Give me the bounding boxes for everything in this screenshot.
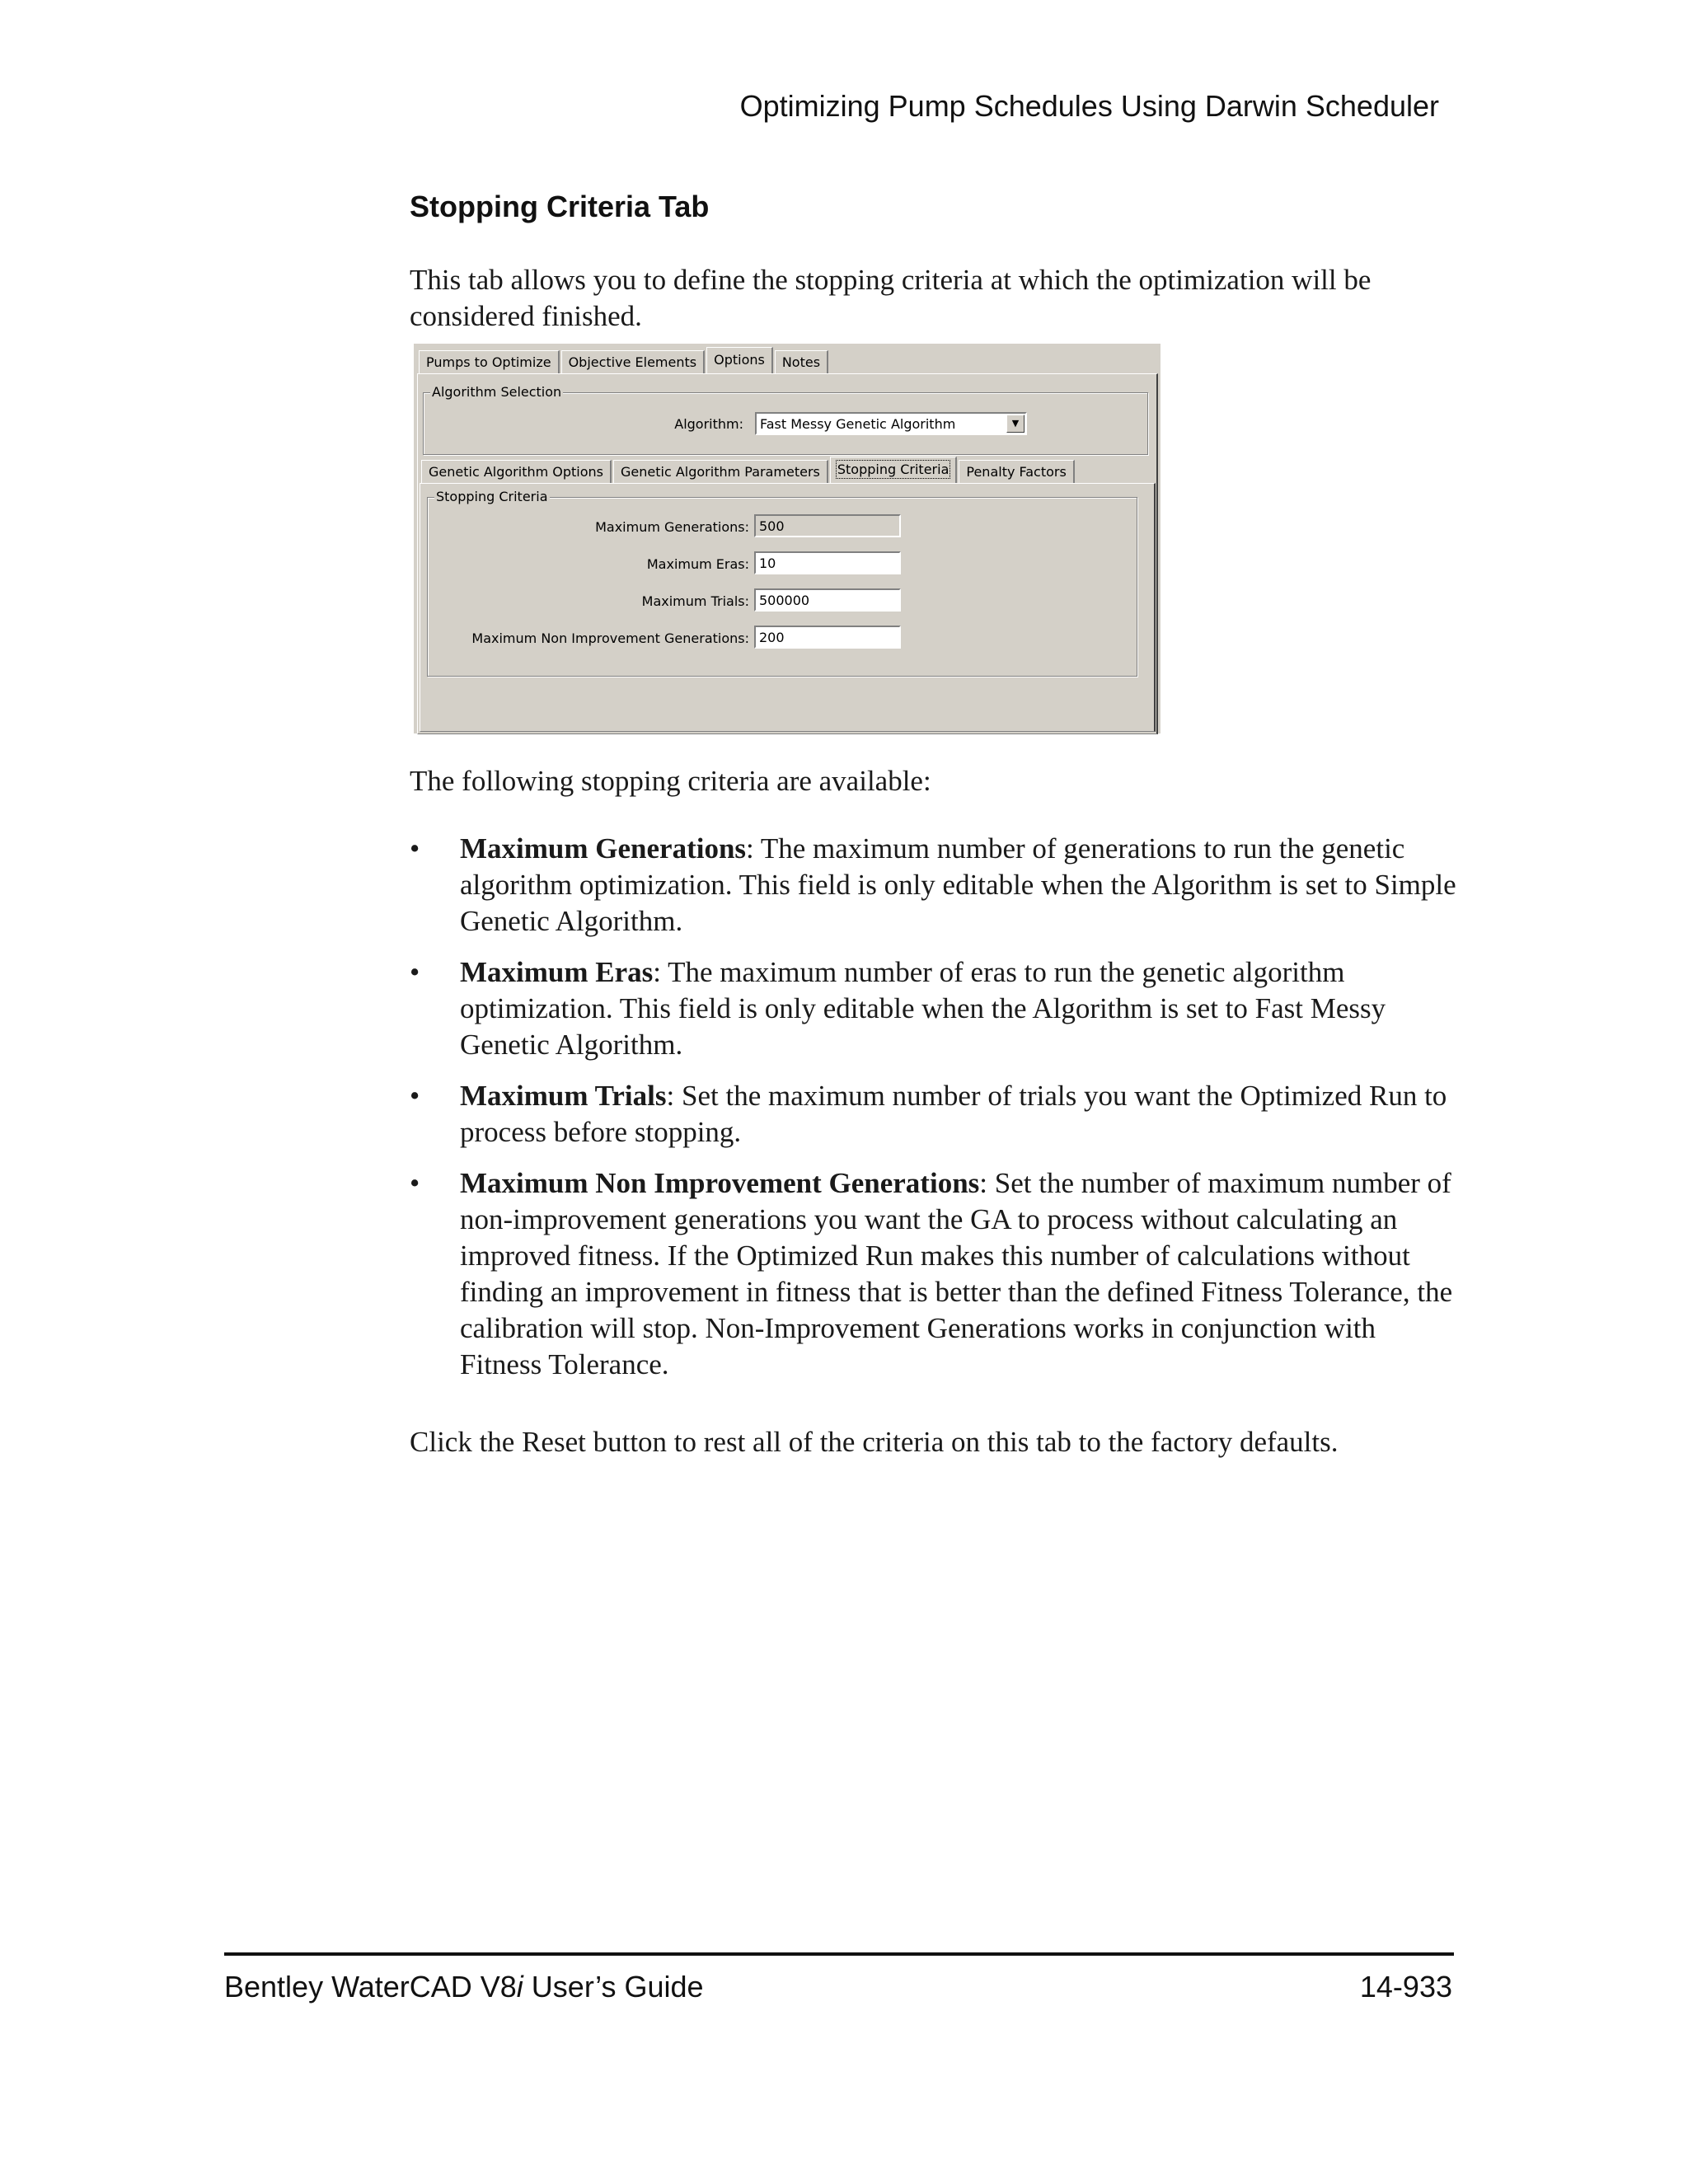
criteria-list [410,831,1456,1398]
term: Maximum Trials [460,1080,667,1112]
algorithm-label: Algorithm: [674,416,743,432]
list-item [410,954,1456,1063]
algorithm-selection-group [423,384,1148,455]
reset-paragraph: Click the Reset button to rest all of the criteria on this tab to the factory defaults. [410,1426,1339,1458]
list-item [410,1078,1456,1151]
tab-label: Options [714,352,765,368]
sub-tab-strip [421,457,1076,484]
algorithm-group-label: Algorithm Selection [432,384,562,400]
footer-title-prefix: Bentley WaterCAD V8 [224,1970,517,2004]
field-value: 200 [759,630,785,645]
intro-paragraph: This tab allows you to define the stopping criteria at which the optimization will be considered finished. [410,264,1372,332]
max-trials-field[interactable] [754,588,901,612]
list-item [410,1165,1456,1383]
stopping-criteria-group [427,489,1137,677]
footer-title-italic: i [516,1970,523,2004]
tab-options[interactable] [706,347,773,374]
tab-label: Stopping Criteria [837,462,950,477]
tab-label: Penalty Factors [966,464,1067,480]
bullet-icon: • [410,1080,420,1112]
tab-label: Genetic Algorithm Parameters [621,464,820,480]
term: Maximum Eras [460,956,654,988]
footer-rule [224,1952,1454,1956]
available-criteria-text: The following stopping criteria are available: [410,765,931,797]
chevron-down-icon[interactable]: ▼ [1006,415,1025,433]
tab-genetic-algorithm-options[interactable] [421,460,612,484]
running-head: Optimizing Pump Schedules Using Darwin Scheduler [739,89,1439,123]
max-eras-label: Maximum Eras: [646,556,749,572]
tab-label: Pumps to Optimize [426,354,551,370]
tab-objective-elements[interactable] [561,350,706,374]
tab-label: Notes [781,354,821,370]
field-value: 10 [759,555,776,571]
tab-label: Objective Elements [568,354,697,370]
top-tab-strip [419,347,830,374]
footer-title-suffix: User’s Guide [523,1970,704,2004]
description: : Set the number of maximum number of non-improvement generations you want the GA to process without calculating an improved fitness. If the Optimized Run makes this number of calculations without finding an improvement in fitness that is better than the defined Fitness Tolerance, the calibration will stop. Non-Improvement Generations works in conjunction with Fitness Tolerance. [460,1167,1453,1380]
stopping-group-label: Stopping Criteria [436,489,548,504]
list-item [410,831,1456,940]
algorithm-value: Fast Messy Genetic Algorithm [760,416,956,432]
tab-label: Genetic Algorithm Options [429,464,604,480]
footer-title [224,1970,704,2004]
tab-penalty-factors[interactable] [959,460,1074,484]
stopping-criteria-panel [420,483,1156,732]
tab-genetic-algorithm-parameters[interactable] [613,460,828,484]
bullet-icon: • [410,1167,420,1199]
max-eras-field[interactable] [754,551,901,574]
field-value: 500000 [759,593,810,608]
term: Maximum Non Improvement Generations [460,1167,980,1199]
bullet-icon: • [410,832,420,865]
bullet-icon: • [410,956,420,988]
description: : The maximum number of eras to run the genetic algorithm optimization. This field is only editable when the Algorithm is set to Fast Messy Genetic Algorithm. [460,956,1386,1061]
tab-stopping-criteria[interactable] [830,457,958,484]
max-generations-field[interactable] [754,514,901,537]
tab-notes[interactable] [775,350,828,374]
tab-pumps-to-optimize[interactable] [419,350,560,374]
algorithm-select[interactable] [755,412,1027,435]
options-panel [417,373,1158,734]
max-trials-label: Maximum Trials: [641,593,749,609]
page-number: 14-933 [1359,1970,1452,2004]
field-value: 500 [759,518,785,534]
description: : The maximum number of generations to run the genetic algorithm optimization. This field is only editable when the Algorithm is set to Simple Genetic Algorithm. [460,832,1456,937]
term: Maximum Generations [460,832,747,865]
max-non-improvement-label: Maximum Non Improvement Generations: [471,630,749,646]
options-dialog-screenshot [412,342,1160,733]
section-title: Stopping Criteria Tab [410,190,710,223]
max-non-improvement-field[interactable] [754,626,901,649]
description: : Set the maximum number of trials you want the Optimized Run to process before stopping. [460,1080,1447,1148]
max-generations-label: Maximum Generations: [595,519,749,535]
